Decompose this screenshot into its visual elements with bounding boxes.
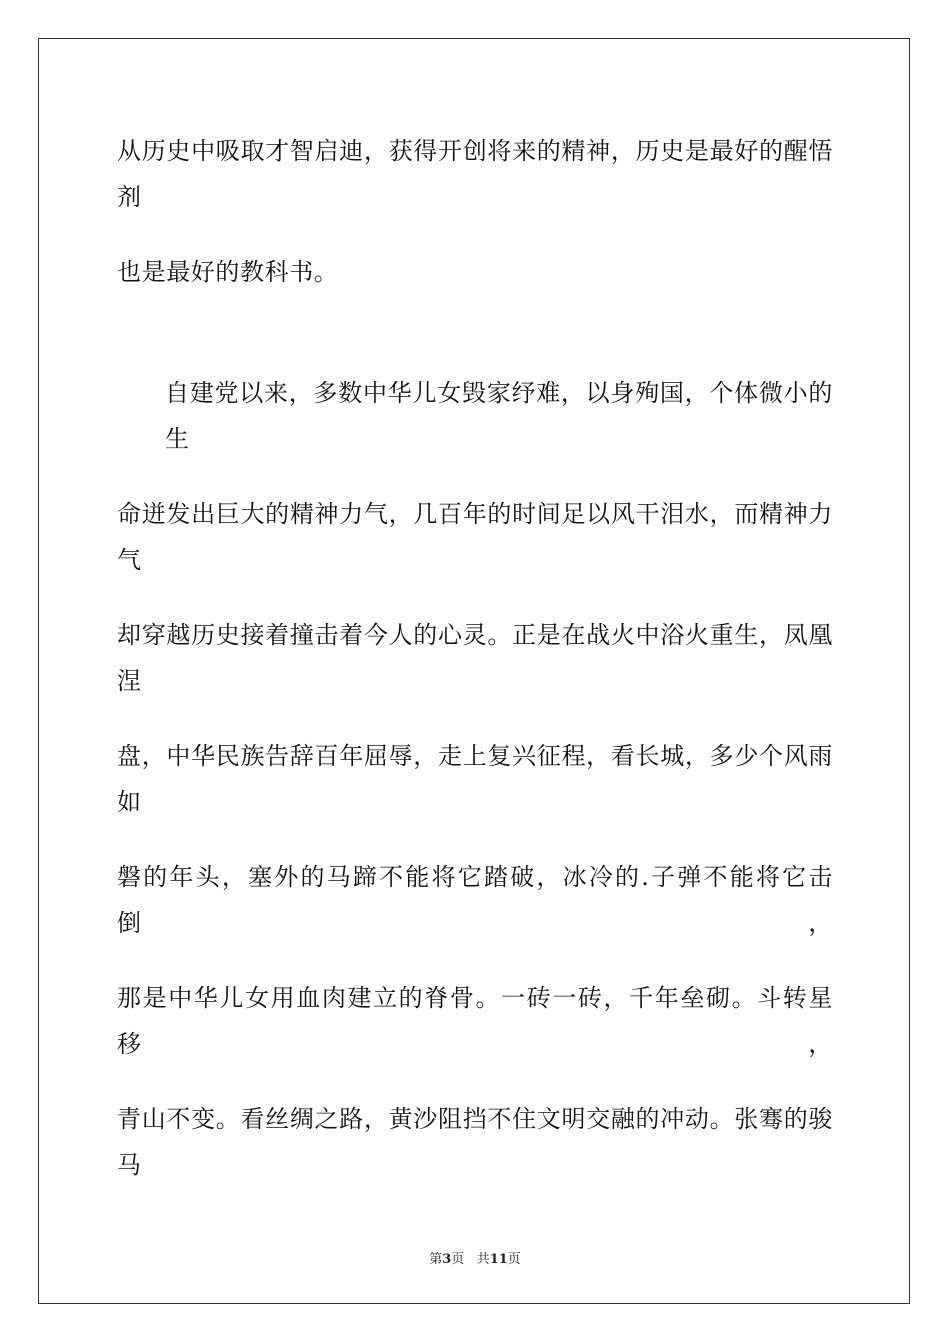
footer-page-number: 3 xyxy=(442,1252,452,1267)
footer-page-prefix: 第 xyxy=(429,1252,443,1267)
text-line-3: 自建党以来，多数中华儿女毁家纾难，以身殉国，个体微小的生 xyxy=(165,379,833,453)
footer-total-prefix: 共 xyxy=(476,1252,490,1267)
text-line-7: 磐的年头，塞外的马蹄不能将它踏破，冰冷的.子弹不能将它击倒， xyxy=(117,863,833,937)
text-line-1: 从历史中吸取才智启迪，获得开创将来的精神，历史是最好的醒悟剂 xyxy=(117,137,833,211)
text-line-8: 那是中华儿女用血肉建立的脊骨。一砖一砖，千年垒砌。斗转星移， xyxy=(117,984,833,1058)
page-footer xyxy=(0,1248,950,1267)
text-line-9: 青山不变。看丝绸之路，黄沙阻挡不住文明交融的冲动。张骞的骏马 xyxy=(117,1105,833,1179)
text-line-4: 命迸发出巨大的精神力气，几百年的时间足以风干泪水，而精神力气 xyxy=(117,500,833,574)
text-line-5: 却穿越历史接着撞击着今人的心灵。正是在战火中浴火重生，凤凰涅 xyxy=(117,621,833,695)
text-line-6: 盘，中华民族告辞百年屈辱，走上复兴征程，看长城，多少个风雨如 xyxy=(117,742,833,816)
body-text xyxy=(117,128,833,1179)
footer-total-number: 11 xyxy=(489,1252,508,1267)
footer-page-suffix: 页 xyxy=(451,1252,465,1267)
text-line-2: 也是最好的教科书。 xyxy=(117,258,339,286)
footer-total-suffix: 页 xyxy=(507,1252,521,1267)
